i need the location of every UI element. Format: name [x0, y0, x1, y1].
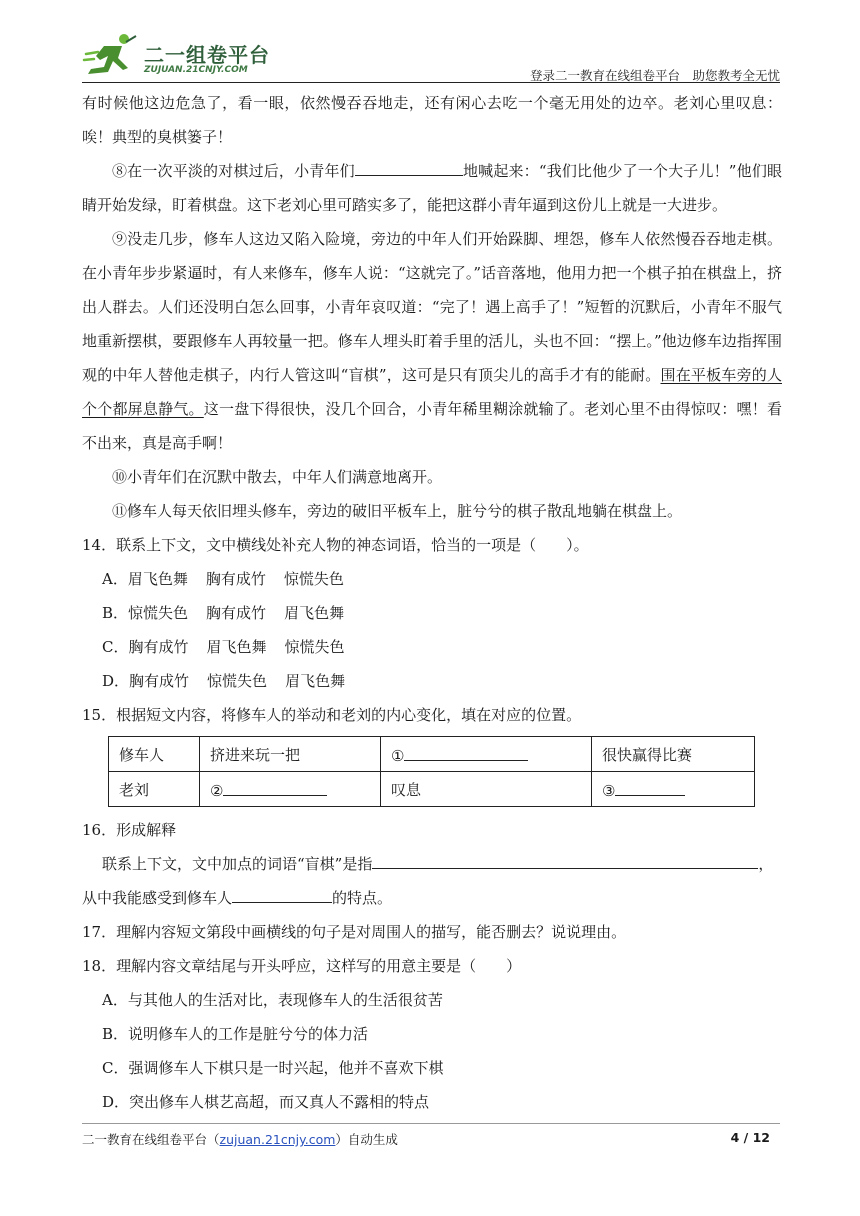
option-18-d[interactable]: D．突出修车人棋艺高超，而又真人不露相的特点	[102, 1093, 430, 1111]
story-paragraph-9: ⑨没走几步，修车人这边又陷入险境，旁边的中年人们开始跺脚、埋怨，修车人依然慢吞吞地走棋。在小青年步步紧逼时，有人来修车，修车人说：“这就完了。”话音落地，他用力把一个棋子拍在棋盘上，挤出人群去。人们还没明白怎么回事，小青年哀叹道：“完了！遇上高手了！”短暂的沉默后，小青年不服气地重新摆棋，要跟修车人再较量一把。修车人埋头盯着手里的活儿，头也不回：“摆上。”他边修车边指挥围观的中年人替他走棋子，内行人管这叫“盲棋”，这可是只有顶尖儿的高手才有的能耐。围在平板车旁的人个个都屏息静气。这一盘下得很快，没几个回合，小青年稀里糊涂就输了。老刘心里不由得惊叹：嘿！看不出来，真是高手啊！	[82, 230, 782, 452]
option-18-a[interactable]: A．与其他人的生活对比，表现修车人的生活很贫苦	[102, 991, 443, 1009]
story-paragraph-7-end: 有时候他这边危急了，看一眼，依然慢吞吞地走，还有闲心去吃一个毫无用处的边卒。老刘心里叹息：唉！典型的臭棋篓子！	[82, 94, 782, 146]
fill-blank[interactable]	[372, 852, 758, 869]
page-header	[82, 30, 780, 83]
table-cell[interactable]: ①	[381, 737, 592, 772]
underlined-sentence: 围在平板车旁的人个个都屏息静气。	[82, 366, 782, 418]
header-slogan: 登录二一教育在线组卷平台 助您教考全无忧	[529, 68, 780, 83]
question-14: 14．联系上下文，文中横线处补充人物的神态词语，恰当的一项是（ ）。	[82, 536, 589, 554]
story-paragraph-8: ⑧在一次平淡的对棋过后，小青年们 地喊起来：“我们比他少了一个大子儿！”他们眼睛开始发绿，盯着棋盘。这下老刘心里可踏实多了，能把这群小青年逼到这份儿上就是一大进步。	[82, 154, 782, 222]
table-cell: 挤进来玩一把	[200, 737, 381, 772]
logo-url: ZUJUAN.21CNJY.COM	[144, 65, 248, 75]
document-body	[82, 86, 782, 1119]
fill-blank[interactable]	[232, 886, 332, 903]
table-cell: 老刘	[109, 772, 200, 807]
option-14-c[interactable]: C．胸有成竹 眉飞色舞 惊慌失色	[102, 638, 345, 656]
question-17: 17．理解内容短文第段中画横线的句子是对周围人的描写，能否删去？说说理由。	[82, 923, 627, 941]
question-16-title: 16．形成解释	[82, 821, 177, 839]
fill-blank[interactable]	[355, 159, 463, 176]
table-row	[109, 772, 755, 807]
table-cell: 修车人	[109, 737, 200, 772]
option-14-d[interactable]: D．胸有成竹 惊慌失色 眉飞色舞	[102, 672, 346, 690]
logo-text: 二一组卷平台	[144, 43, 270, 67]
table-cell: 很快赢得比赛	[592, 737, 755, 772]
story-paragraph-10: ⑩小青年们在沉默中散去，中年人们满意地离开。	[112, 468, 443, 486]
question-15: 15．根据短文内容，将修车人的举动和老刘的内心变化，填在对应的位置。	[82, 706, 582, 724]
table-row	[109, 737, 755, 772]
option-14-a[interactable]: A．眉飞色舞 胸有成竹 惊慌失色	[102, 570, 344, 588]
table-cell[interactable]: ③	[592, 772, 755, 807]
question-16-line-2: 从中我能感受到修车人 的特点。	[82, 881, 782, 915]
option-18-b[interactable]: B．说明修车人的工作是脏兮兮的体力活	[102, 1025, 369, 1043]
runner-logo-icon	[82, 32, 142, 80]
option-18-c[interactable]: C．强调修车人下棋只是一时兴起，他并不喜欢下棋	[102, 1059, 444, 1077]
page-footer: 二一教育在线组卷平台（zujuan.21cnjy.com）自动生成 4 / 12	[82, 1123, 780, 1148]
table-cell[interactable]: ②	[200, 772, 381, 807]
question-16-line-1: 联系上下文，文中加点的词语“盲棋”是指 ，	[82, 847, 782, 881]
story-paragraph-11: ⑪修车人每天依旧埋头修车，旁边的破旧平板车上，脏兮兮的棋子散乱地躺在棋盘上。	[112, 502, 683, 520]
answer-table	[108, 736, 755, 807]
table-cell: 叹息	[381, 772, 592, 807]
option-14-b[interactable]: B．惊慌失色 胸有成竹 眉飞色舞	[102, 604, 345, 622]
site-link[interactable]: zujuan.21cnjy.com	[219, 1132, 336, 1147]
question-18: 18．理解内容文章结尾与开头呼应，这样写的用意主要是（ ）	[82, 957, 522, 975]
page-number: 4 / 12	[730, 1130, 770, 1145]
logo[interactable]	[82, 30, 282, 80]
